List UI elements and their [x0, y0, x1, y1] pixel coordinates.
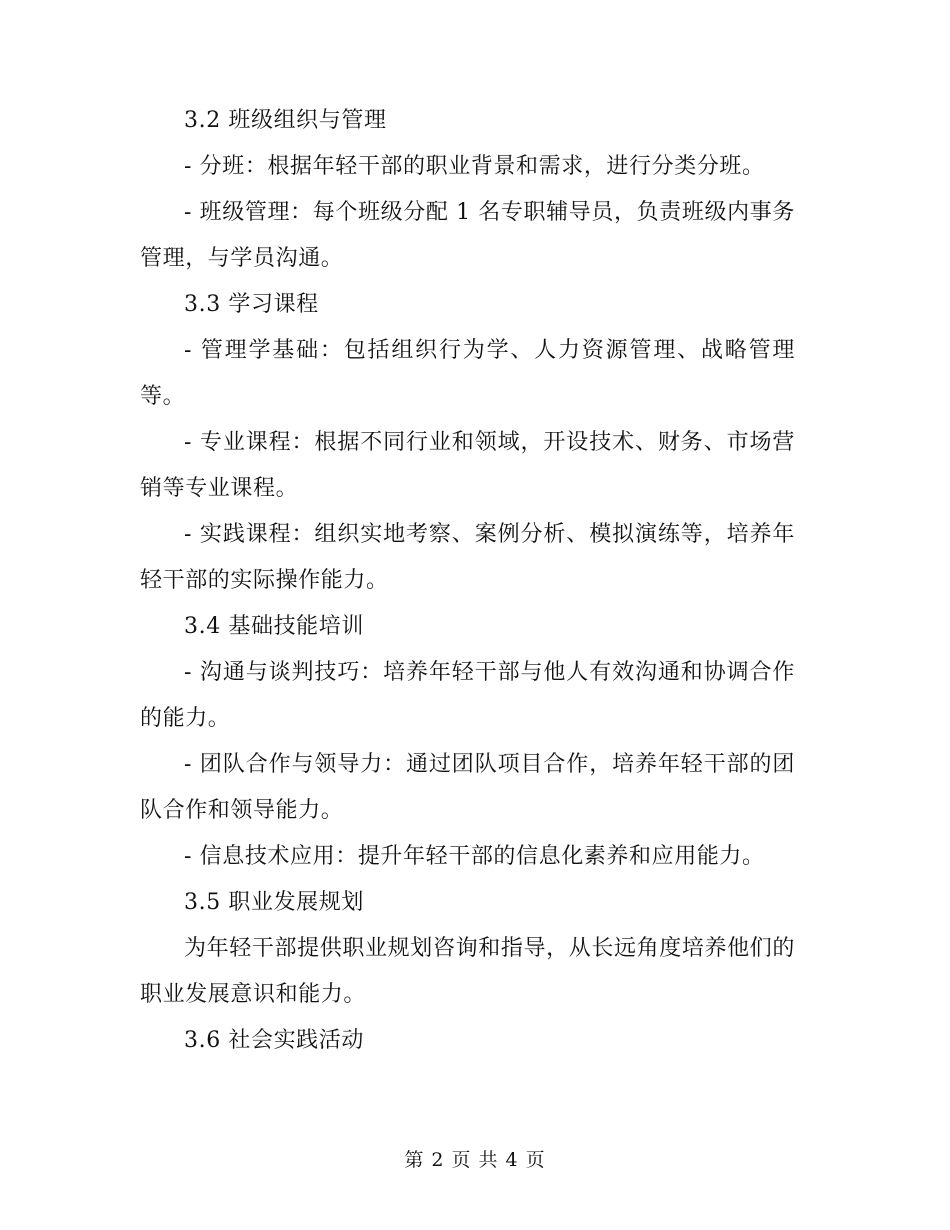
list-item-teamwork-leadership: - 团队合作与领导力：通过团队项目合作，培养年轻干部的团队合作和领导能力。	[140, 752, 795, 823]
section-heading-3-5: 3.5 职业发展规划	[184, 890, 364, 915]
list-item-communication-skills: - 沟通与谈判技巧：培养年轻干部与他人有效沟通和协调合作的能力。	[140, 660, 795, 731]
page-number-footer: 第 2 页 共 4 页	[404, 1149, 546, 1171]
document-body	[140, 98, 795, 1064]
paragraph-career-planning: 为年轻干部提供职业规划咨询和指导，从长远角度培养他们的职业发展意识和能力。	[140, 936, 795, 1007]
section-heading-3-4: 3.4 基础技能培训	[184, 614, 364, 639]
list-item-management-basics: - 管理学基础：包括组织行为学、人力资源管理、战略管理等。	[140, 338, 795, 409]
list-item-class-division: - 分班：根据年轻干部的职业背景和需求，进行分类分班。	[184, 154, 765, 179]
section-heading-3-6: 3.6 社会实践活动	[184, 1028, 364, 1053]
list-item-practice-courses: - 实践课程：组织实地考察、案例分析、模拟演练等，培养年轻干部的实际操作能力。	[140, 522, 795, 593]
section-heading-3-2: 3.2 班级组织与管理	[184, 108, 387, 133]
section-heading-3-3: 3.3 学习课程	[184, 292, 319, 317]
list-item-professional-courses: - 专业课程：根据不同行业和领域，开设技术、财务、市场营销等专业课程。	[140, 430, 795, 501]
list-item-class-management: - 班级管理：每个班级分配 1 名专职辅导员，负责班级内事务管理，与学员沟通。	[140, 200, 795, 271]
list-item-it-application: - 信息技术应用：提升年轻干部的信息化素养和应用能力。	[184, 844, 765, 869]
